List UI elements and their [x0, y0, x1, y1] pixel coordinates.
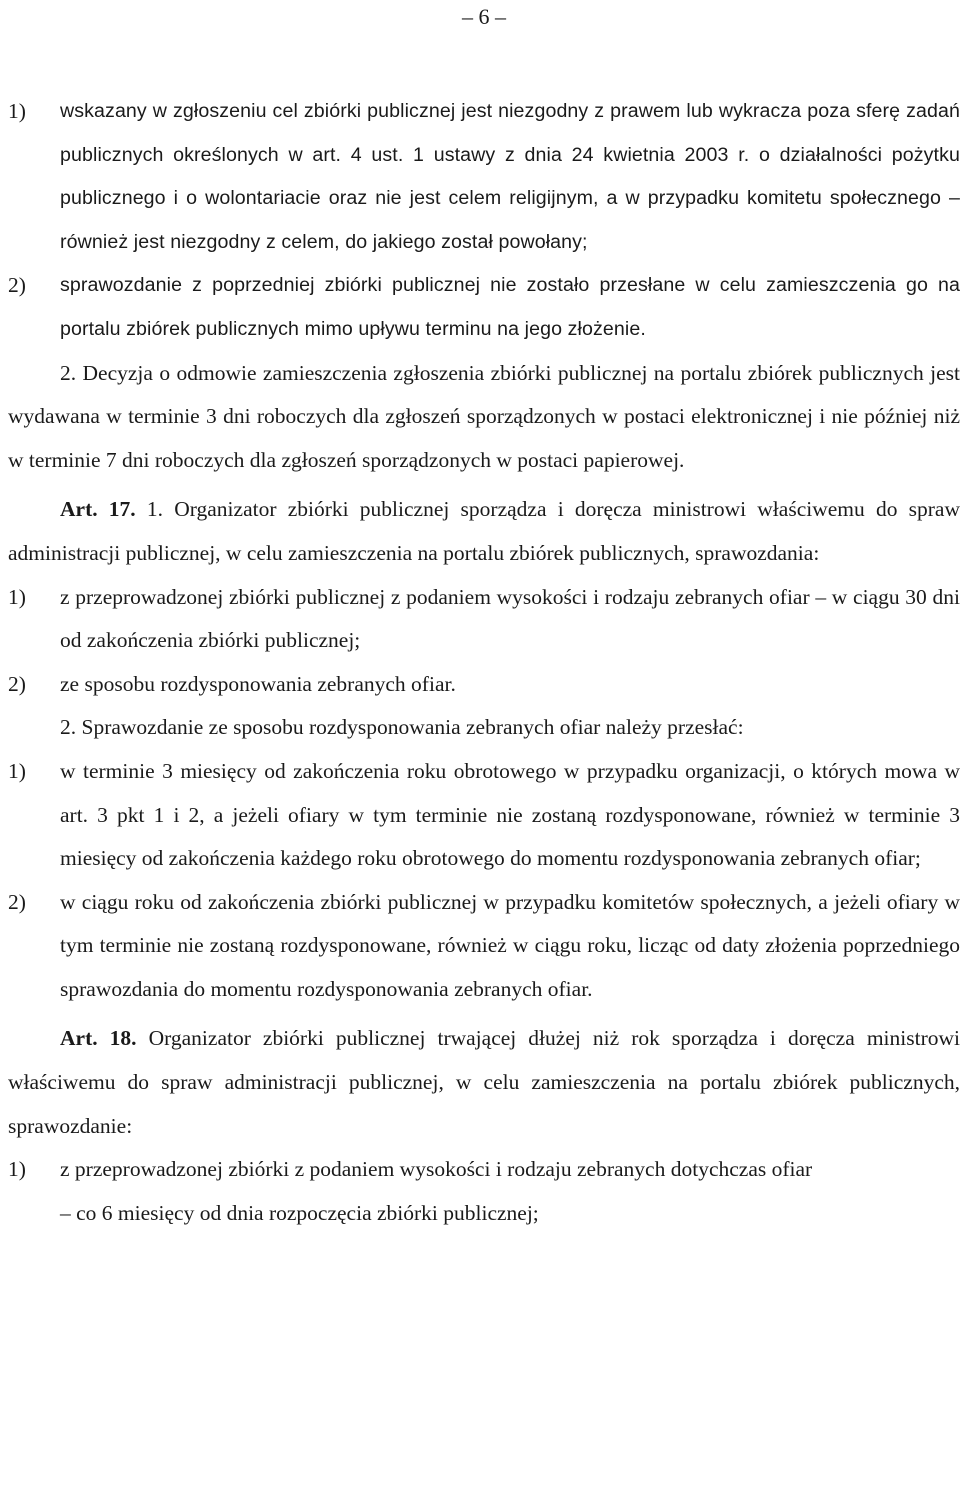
list-item-number: 1) [8, 584, 26, 609]
list-item [8, 750, 960, 881]
article-18-text: Organizator zbiórki publicznej trwającej dłużej niż rok sporządza i doręcza ministrowi właściwemu do spraw administracji publicznej, w celu zamieszczenia na portalu zbiórek publicznych, sprawozdanie: [8, 1026, 960, 1138]
list-item-number: 2) [8, 889, 26, 914]
list-item-text: sprawozdanie z poprzedniej zbiórki publicznej nie zostało przesłane w celu zamieszczenia go na portalu zbiórek publicznych mimo upływu terminu na jego złożenie. [60, 274, 960, 340]
article-17-paragraph-1 [8, 488, 960, 575]
list-item [8, 90, 960, 264]
list-item [8, 1148, 960, 1192]
list-item-text: ze sposobu rozdysponowania zebranych ofiar. [60, 671, 456, 696]
list-section-1 [8, 90, 960, 352]
list-item-text: z przeprowadzonej zbiórki publicznej z podaniem wysokości i rodzaju zebranych ofiar – w ciągu 30 dni od zakończenia zbiórki publicznej; [60, 584, 960, 653]
document-page [8, 0, 960, 1235]
list-item-number: 1) [8, 1157, 26, 1182]
list-item-continuation: – co 6 miesięcy od dnia rozpoczęcia zbiórki publicznej; [60, 1200, 539, 1225]
paragraph-decision-deadline: 2. Decyzja o odmowie zamieszczenia zgłoszenia zbiórki publicznej na portalu zbiórek publicznych jest wydawana w terminie 3 dni roboczych dla zgłoszeń sporządzonych w postaci elektronicznej i nie później niż w terminie 7 dni roboczych dla zgłoszeń sporządzonych w postaci papierowej. [8, 360, 960, 472]
article-18-label: Art. 18. [60, 1026, 137, 1051]
page-number: – 6 – [462, 4, 506, 29]
list-item-text: z przeprowadzonej zbiórki z podaniem wysokości i rodzaju zebranych dotychczas ofiar [60, 1157, 813, 1182]
article-17-list-2 [8, 750, 960, 1012]
article-17-list-1 [8, 576, 960, 707]
article-18-list [8, 1148, 960, 1235]
list-item-text: wskazany w zgłoszeniu cel zbiórki publicznej jest niezgodny z prawem lub wykracza poza sferę zadań publicznych określonych w art. 4 ust. 1 ustawy z dnia 24 kwietnia 2003 r. o działalności pożytku publicznego i o wolontariacie oraz nie jest celem religijnym, a w przypadku komitetu społecznego – również jest niezgodny z celem, do jakiego został powołany; [60, 100, 960, 253]
article-17-label: Art. 17. [60, 497, 136, 522]
list-item-number: 2) [8, 273, 26, 298]
list-item-number: 1) [8, 758, 26, 783]
list-item-number: 2) [8, 671, 26, 696]
list-item-text: w terminie 3 miesięcy od zakończenia roku obrotowego w przypadku organizacji, o których mowa w art. 3 pkt 1 i 2, a jeżeli ofiary w tym terminie nie zostaną rozdysponowane, również w terminie 3 miesięcy od zakończenia każdego roku obrotowego do momentu rozdysponowania zebranych ofiar; [60, 758, 960, 871]
article-17-paragraph-2: 2. Sprawozdanie ze sposobu rozdysponowania zebranych ofiar należy przesłać: [60, 715, 744, 740]
article-18-paragraph [8, 1017, 960, 1148]
list-item [8, 576, 960, 663]
article-17-text: 1. Organizator zbiórki publicznej sporządza i doręcza ministrowi właściwemu do spraw administracji publicznej, w celu zamieszczenia na portalu zbiórek publicznych, sprawozdania: [8, 497, 960, 565]
list-item-text: w ciągu roku od zakończenia zbiórki publicznej w przypadku komitetów społecznych, a jeżeli ofiary w tym terminie nie zostaną rozdysponowane, również w ciągu roku, licząc od daty złożenia poprzedniego sprawozdania do momentu rozdysponowania zebranych ofiar. [60, 889, 960, 1001]
list-item [8, 264, 960, 351]
list-item [8, 881, 960, 1012]
list-item [8, 663, 960, 707]
list-item-number: 1) [8, 99, 26, 123]
